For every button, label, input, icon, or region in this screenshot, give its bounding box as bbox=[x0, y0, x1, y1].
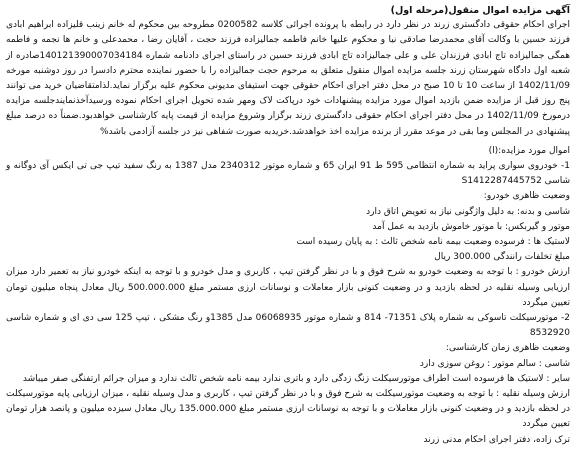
item1-engine-condition: موتور و گیربکس: با موتور خاموش بازدید به عمل آمد bbox=[372, 221, 570, 232]
item1-fines: مبلغ تخلفات رانندگی 300.000 ریال bbox=[434, 252, 570, 263]
item2-other-condition: سایر : لاستیک ها فرسوده است اطراف موتورسیکلت زنگ زدگی دارد و باتری ندارد بیمه نامه شخص ثالث ندارد و میزان جرائم ارتفنگی صفر میباشد bbox=[22, 373, 570, 384]
notice-title: آگهی مزایده اموال منقول(مرحله اول) bbox=[390, 5, 570, 16]
item1-valuation: ارزش خودرو : با توجه به وضعیت خودرو به شرح فوق و با در نظر گرفتن تیپ ، کاربری و مدل خودرو و با توجه به اینکه خودرو نیاز به تعمیر دارد میزان ارزیابی وسیله نقلیه در لحظه بازدید و در وضعیت کنونی بازار معاملات و نوسانات ارزی مستمر مبلغ 500.000.000 ریال معادل پنجاه میلیون تومان تعیین میگردد bbox=[6, 267, 570, 308]
item2-valuation: ارزش وسیله نقلیه : با توجه به وضعیت موتورسیکلت به شرح فوق و با در نظر گرفتن تیپ ، کاربری و مدل وسیله نقلیه ، میزان ارزیابی پایه موتورسیکلت در لحظه بازدید و در وضعیت کنونی بازار معاملات و با توجه به نوسانات ارزی مستمر مبلغ 135.000.000 ریال معادل سیزده میلیون و پانصد هزار تومان تعیین میگردد bbox=[6, 389, 571, 430]
item2-body-condition: شاسی : سالم موتور : روغن سوزی دارد bbox=[419, 358, 570, 369]
notice-signature: ترک زاده، دفتر اجرای احکام مدنی زرند bbox=[423, 434, 570, 445]
items-heading: اموال مورد مزایده:(ا) bbox=[488, 145, 570, 156]
item1-condition-heading: وضعیت ظاهری خودرو: bbox=[483, 191, 570, 202]
item1-body-condition: شاسی و بدنه: به دلیل واژگونی نیاز به تعویض اتاق دارد bbox=[366, 206, 570, 217]
notice-intro: اجرای احکام حقوقی دادگستری زرند در نظر دارد در رابطه با پرونده اجرائی کلاسه 0200582 مطروحه بین محکوم له خانم زینب قلیزاده ابراهیم ابادی فرزند حسین با وکالت آقای محمدرضا صادقی نیا و محکوم علیها خانم فاطمه جمالیزاده فرزند حجت ، آقایان رضا ، محمدعلی و خانم ها نجمه و فاطمه همگی جمالیزاده تاج ابادی فرزندان علی و علی جمالیزاده تاج ابادی فرزند حسین در راستای اجرای دادنامه شماره 140121390007034184صادره از شعبه اول دادگاه شهرستان زرند جلسه مزایده اموال منقول متعلق به مرحوم حجت جمالیزاده را با حضور نماینده محترم دادسرا در روز دوشنبه مورخه 1402/11/09 از ساعت 10 تا 10 صبح در محل دفتر اجرای احکام حقوقی جهت استیفای مدیونی محکوم علیه برگزار نماید.لذامتقاضیان خرید می توانند پنج روز قبل از مزایده ضمن بازدید اموال مورد مزایده پیشنهادات خود درپاکت لاک ومهر شده تحویل اجرای احکام نموده ورسیدآخذنمایندجلسه مزایده درمورخ 1402/11/09 در محل دفتر اجرای احکام حقوقی دادگستری زرند برگزار وشروع مزایده از قیمت پایه کارشناسی خواهدبود.ضمناً ده درصد مبلغ پیشنهادی در المجلس وما بقی در موعد مقرر از برنده مزایده اخذ خواهدشد.خریدبه صورت شفاهی نیز در جلسه آزادمی باشد% bbox=[6, 20, 570, 137]
item1-tires-insurance: لاستیک ها : فرسوده وضعیت بیمه نامه شخص ثالث : به پایان رسیده است bbox=[296, 237, 570, 248]
item1-description: 1- خودروی سواری پراید به شماره انتظامی 595 ط 91 ایران 65 و شماره موتور 2340312 مدل 1387 به رنگ سفید تیپ جی تی ایکس آی دوگانه و شاسی S1412287445752 bbox=[6, 161, 571, 187]
item2-condition-heading: وضعیت ظاهری زمان کارشناسی: bbox=[445, 343, 570, 354]
item2-description: 2- موتورسیکلت تاسوکی به شماره پلاک 71351- 814 و شماره موتور 06068935 مدل 1385و رنگ مشکی ، تیپ 125 سی دی ای و شماره شاسی 8532920 bbox=[6, 313, 571, 339]
